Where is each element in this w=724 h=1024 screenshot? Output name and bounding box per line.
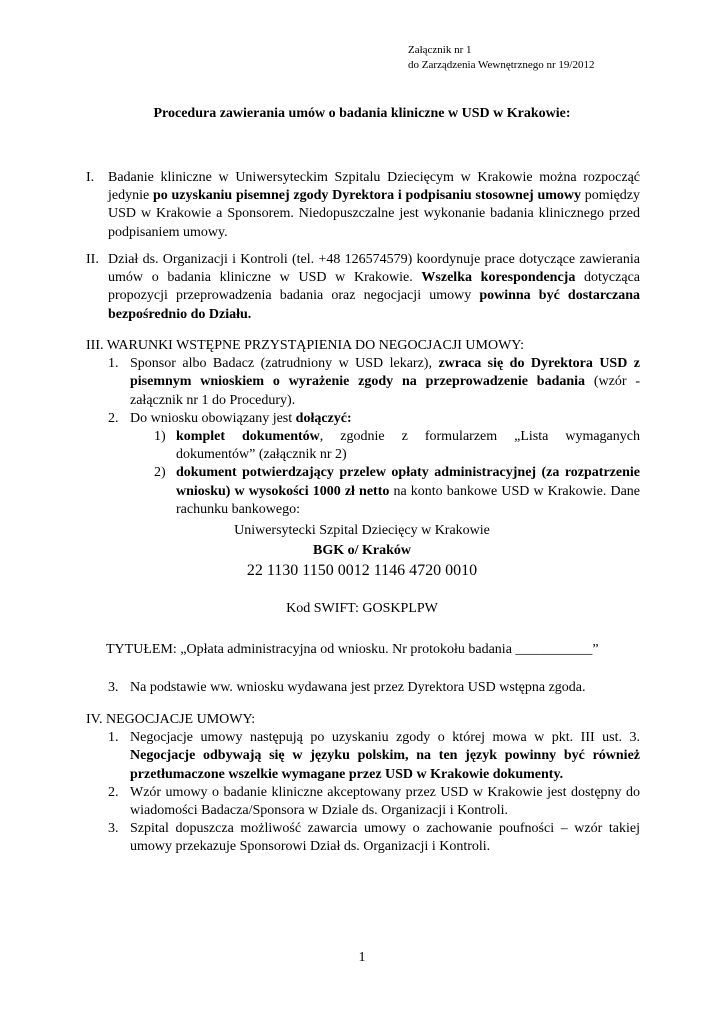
section-4-item-1 (108, 729, 640, 784)
section-3-item-1-number: 1. (108, 356, 119, 372)
section-4-item-1-text: Negocjacje umowy następują po uzyskaniu zgody o której mowa w pkt. III ust. 3. (130, 730, 640, 746)
transfer-title: TYTUŁEM: „Opłata administracyjna od wniosku. Nr protokołu badania ___________” (106, 642, 599, 657)
section-4-item-2-text: Wzór umowy o badanie kliniczne akceptowany przez USD w Krakowie jest dostępny do wiadomości Badacza/Sponsora w Dziale ds. Organizacji i Kontroli. (130, 784, 640, 819)
section-3-heading: III. WARUNKI WSTĘPNE PRZYSTĄPIENIA DO NEGOCJACJI UMOWY: (86, 338, 525, 353)
section-1-text-b: pomiędzy USD w Krakowie a Sponsorem. Niedopuszczalne jest wykonanie badania klinicznego przed podpisaniem umowy. (108, 188, 640, 240)
section-2-text-a: Dział ds. Organizacji i Kontroli (tel. +48 126574579) koordynuje prace dotyczące zawierania umów o badania kliniczne w USD w Krakowie. (108, 252, 640, 286)
attachment-note-line2: do Zarządzenia Wewnętrznego nr 19/2012 (408, 59, 595, 71)
section-3-item-2-sub-2 (154, 464, 640, 519)
section-3-sub-1-number: 1) (154, 429, 166, 445)
document-title: Procedura zawierania umów o badania kliniczne w USD w Krakowie: (153, 106, 571, 121)
section-4-item-3-text: Szpital dopuszcza możliwość zawarcia umowy o zachowanie poufności – wzór takiej umowy przekazuje Sponsorowi Dział ds. Organizacji i Kontroli. (130, 821, 640, 855)
section-3-sub-2-text: na konto bankowe USD w Krakowie. Dane rachunku bankowego: (176, 483, 640, 517)
section-3-sub-1-text: , zgodnie z formularzem „Lista wymaganych dokumentów” (załącznik nr 2) (176, 429, 640, 463)
section-3-item-1-text-b: (wzór - załącznik nr 1 do Procedury). (130, 374, 640, 408)
section-1-text-bold: po uzyskaniu pisemnej zgody Dyrektora i podpisaniu stosownej umowy (152, 188, 582, 204)
section-3 (86, 337, 640, 519)
attachment-note-line1: Załącznik nr 1 (408, 44, 472, 56)
section-4-item-1-text-bold: Negocjacje odbywają się w języku polskim, na ten język powinny być również przetłumaczone wszelkie wymagane przez USD w Krakowie dokumenty. (130, 748, 640, 782)
section-3-item-3 (108, 679, 640, 697)
section-4-item-3-number: 3. (108, 821, 119, 837)
section-4-item-2 (108, 784, 640, 820)
section-2-text-b: dotycząca propozycji przeprowadzenia badania oraz negocjacji umowy (108, 270, 640, 304)
section-3-item-2-number: 2. (108, 410, 119, 426)
swift-code: Kod SWIFT: GOSKPLPW (286, 601, 438, 616)
section-4 (86, 711, 640, 857)
section-1-text-a: Badanie kliniczne w Uniwersyteckim Szpitalu Dziecięcym w Krakowie można rozpocząć jedynie (108, 170, 640, 204)
section-3-item-1 (108, 355, 640, 410)
section-3-item-3-text: Na podstawie ww. wniosku wydawana jest przez Dyrektora USD wstępna zgoda. (130, 680, 586, 695)
section-4-item-3 (108, 820, 640, 856)
section-3-item-2 (108, 410, 640, 428)
section-2-text-bold-b: powinna być dostarczana bezpośrednio do Działu. (108, 288, 640, 322)
section-2-paragraph (86, 251, 640, 324)
section-3-item-2-text-bold: dołączyć: (295, 410, 352, 426)
section-1 (86, 169, 640, 242)
attachment-note (408, 43, 594, 73)
bank-branch: BGK o/ Kraków (312, 543, 411, 558)
section-1-number: I. (86, 170, 95, 185)
section-3-item-2-sub-1 (154, 428, 640, 464)
section-2-number: II. (86, 252, 99, 267)
page-number: 1 (358, 950, 366, 965)
section-4-item-2-number: 2. (108, 784, 119, 800)
section-1-paragraph (86, 169, 640, 242)
bank-account-number: 22 1130 1150 0012 1146 4720 0010 (246, 562, 478, 579)
section-4-heading: IV. NEGOCJACJE UMOWY: (86, 712, 256, 727)
section-3-item-1-text-a: Sponsor albo Badacz (zatrudniony w USD lekarz), (130, 356, 439, 372)
section-3-sub-1-text-bold: komplet dokumentów (176, 429, 320, 445)
section-2-text-bold-a: Wszelka korespondencja (421, 270, 576, 286)
section-3-item-2-text: Do wniosku obowiązany jest (130, 410, 296, 426)
bank-name: Uniwersytecki Szpital Dziecięcy w Krakowie (234, 523, 490, 538)
section-3-item-1-text-bold: zwraca się do Dyrektora USD z pisemnym wnioskiem o wyrażenie zgody na przeprowadzenie badania (130, 356, 640, 390)
section-3-sub-2-number: 2) (154, 465, 166, 481)
section-2 (86, 251, 640, 324)
section-3-item-3-number: 3. (108, 680, 119, 695)
section-3-item-3-wrap (86, 679, 640, 697)
section-3-sub-2-text-bold: dokument potwierdzający przelew opłaty administracyjnej (za rozpatrzenie wniosku) w wysokości 1000 zł netto (176, 465, 640, 499)
section-4-item-1-number: 1. (108, 730, 119, 746)
